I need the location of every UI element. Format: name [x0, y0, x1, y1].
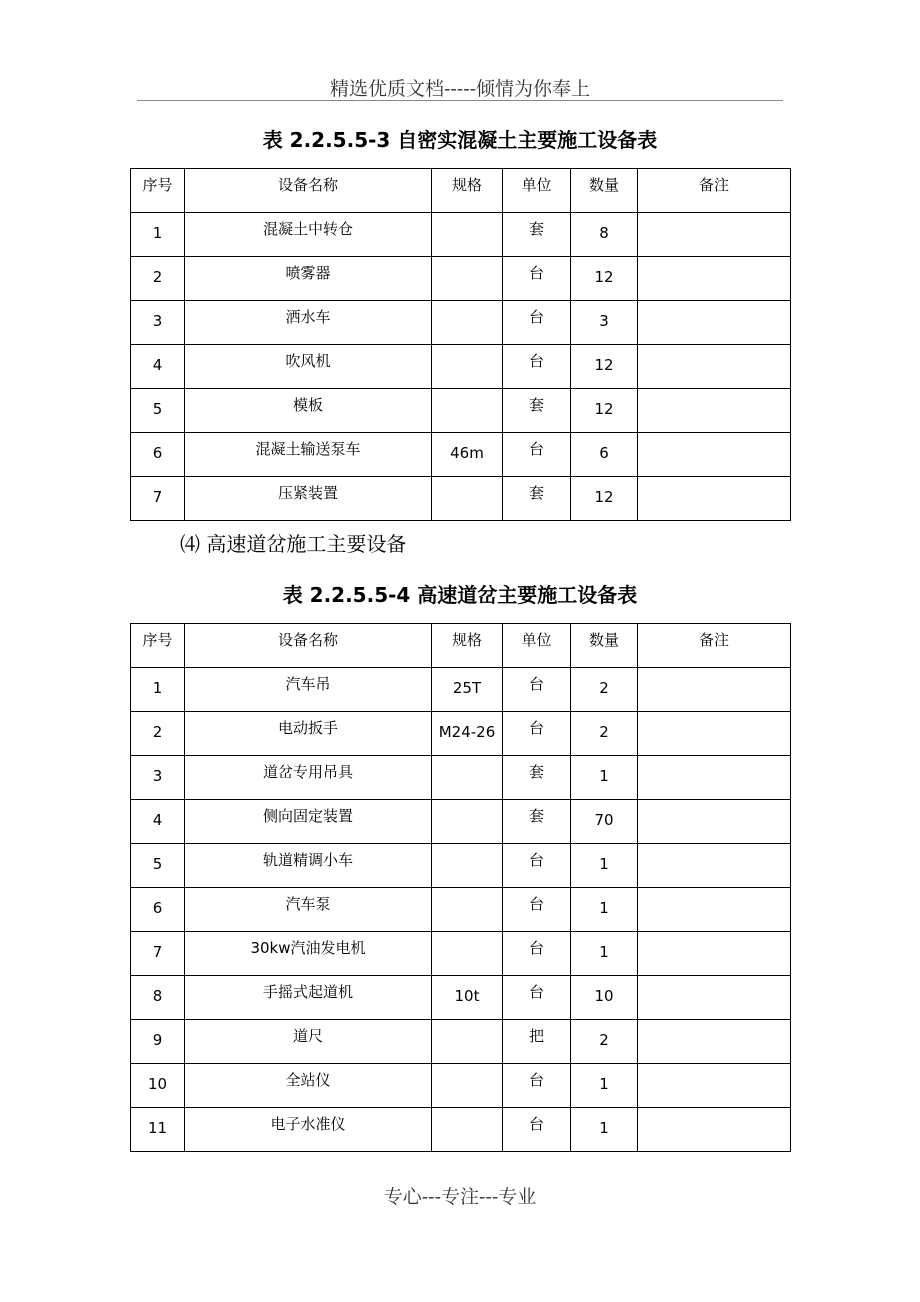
cell-index: 3	[131, 756, 185, 800]
cell-remarks	[638, 1108, 791, 1152]
cell-index: 3	[131, 301, 185, 345]
cell-quantity: 8	[571, 213, 638, 257]
cell-spec	[432, 844, 503, 888]
cell-index: 1	[131, 668, 185, 712]
cell-remarks	[638, 888, 791, 932]
cell-quantity: 12	[571, 477, 638, 521]
cell-unit: 台	[503, 712, 571, 756]
cell-name: 喷雾器	[185, 257, 432, 301]
page-header: 精选优质文档-----倾情为你奉上	[329, 78, 591, 100]
cell-remarks	[638, 433, 791, 477]
cell-remarks	[638, 932, 791, 976]
cell-unit: 套	[503, 477, 571, 521]
cell-spec	[432, 1020, 503, 1064]
cell-name: 电子水准仪	[185, 1108, 432, 1152]
cell-unit: 台	[503, 976, 571, 1020]
cell-unit: 台	[503, 301, 571, 345]
cell-index: 7	[131, 932, 185, 976]
col-header-spec: 规格	[432, 624, 503, 668]
cell-unit: 台	[503, 668, 571, 712]
cell-name: 全站仪	[185, 1064, 432, 1108]
cell-unit: 套	[503, 800, 571, 844]
table-row	[131, 345, 791, 389]
table-row	[131, 1108, 791, 1152]
table2-caption: 表 2.2.5.5-4 高速道岔主要施工设备表	[282, 583, 638, 607]
cell-spec: M24-26	[432, 712, 503, 756]
cell-index: 5	[131, 844, 185, 888]
col-header-remarks: 备注	[638, 624, 791, 668]
cell-spec	[432, 477, 503, 521]
table-row	[131, 1020, 791, 1064]
cell-quantity: 2	[571, 668, 638, 712]
cell-quantity: 12	[571, 345, 638, 389]
cell-unit: 台	[503, 932, 571, 976]
cell-index: 7	[131, 477, 185, 521]
page-footer: 专心---专注---专业	[383, 1186, 537, 1208]
table-row	[131, 888, 791, 932]
col-header-index: 序号	[131, 624, 185, 668]
cell-spec	[432, 932, 503, 976]
table-row	[131, 844, 791, 888]
table-row	[131, 477, 791, 521]
cell-spec	[432, 1064, 503, 1108]
cell-name: 压紧装置	[185, 477, 432, 521]
cell-name: 吹风机	[185, 345, 432, 389]
section-heading-4: ⑷ 高速道岔施工主要设备	[180, 532, 407, 556]
cell-name: 洒水车	[185, 301, 432, 345]
cell-remarks	[638, 1064, 791, 1108]
cell-name: 手摇式起道机	[185, 976, 432, 1020]
table-row	[131, 756, 791, 800]
cell-remarks	[638, 844, 791, 888]
cell-spec	[432, 257, 503, 301]
cell-index: 8	[131, 976, 185, 1020]
col-header-index: 序号	[131, 169, 185, 213]
cell-remarks	[638, 800, 791, 844]
cell-spec	[432, 1108, 503, 1152]
cell-name: 汽车泵	[185, 888, 432, 932]
cell-name: 模板	[185, 389, 432, 433]
cell-unit: 台	[503, 433, 571, 477]
col-header-unit: 单位	[503, 169, 571, 213]
table1-caption: 表 2.2.5.5-3 自密实混凝土主要施工设备表	[262, 128, 658, 152]
cell-unit: 台	[503, 257, 571, 301]
cell-quantity: 1	[571, 1064, 638, 1108]
cell-name: 混凝土输送泵车	[185, 433, 432, 477]
cell-quantity: 12	[571, 389, 638, 433]
table-row	[131, 712, 791, 756]
cell-quantity: 6	[571, 433, 638, 477]
table-header-row	[131, 169, 791, 213]
table-row	[131, 1064, 791, 1108]
cell-spec	[432, 888, 503, 932]
cell-spec	[432, 800, 503, 844]
equipment-table-1	[130, 168, 791, 521]
col-header-unit: 单位	[503, 624, 571, 668]
cell-index: 4	[131, 800, 185, 844]
cell-remarks	[638, 1020, 791, 1064]
cell-quantity: 1	[571, 1108, 638, 1152]
cell-spec	[432, 345, 503, 389]
cell-spec	[432, 389, 503, 433]
col-header-remarks: 备注	[638, 169, 791, 213]
col-header-quantity: 数量	[571, 624, 638, 668]
cell-unit: 套	[503, 389, 571, 433]
cell-index: 6	[131, 888, 185, 932]
cell-spec: 46m	[432, 433, 503, 477]
cell-unit: 台	[503, 345, 571, 389]
cell-quantity: 1	[571, 844, 638, 888]
table-row	[131, 932, 791, 976]
cell-index: 11	[131, 1108, 185, 1152]
cell-remarks	[638, 213, 791, 257]
cell-unit: 套	[503, 213, 571, 257]
cell-unit: 台	[503, 844, 571, 888]
table-row	[131, 213, 791, 257]
cell-quantity: 1	[571, 888, 638, 932]
cell-remarks	[638, 301, 791, 345]
cell-index: 9	[131, 1020, 185, 1064]
cell-unit: 把	[503, 1020, 571, 1064]
cell-spec	[432, 213, 503, 257]
cell-index: 10	[131, 1064, 185, 1108]
cell-remarks	[638, 345, 791, 389]
cell-unit: 台	[503, 1064, 571, 1108]
cell-remarks	[638, 976, 791, 1020]
table-row	[131, 800, 791, 844]
col-header-name: 设备名称	[185, 624, 432, 668]
cell-spec: 25T	[432, 668, 503, 712]
cell-quantity: 1	[571, 932, 638, 976]
cell-unit: 台	[503, 888, 571, 932]
cell-index: 4	[131, 345, 185, 389]
cell-spec	[432, 301, 503, 345]
col-header-quantity: 数量	[571, 169, 638, 213]
col-header-name: 设备名称	[185, 169, 432, 213]
cell-remarks	[638, 668, 791, 712]
cell-name: 侧向固定装置	[185, 800, 432, 844]
cell-name: 道岔专用吊具	[185, 756, 432, 800]
table-row	[131, 257, 791, 301]
cell-remarks	[638, 257, 791, 301]
cell-quantity: 10	[571, 976, 638, 1020]
cell-spec: 10t	[432, 976, 503, 1020]
cell-quantity: 3	[571, 301, 638, 345]
cell-quantity: 1	[571, 756, 638, 800]
cell-spec	[432, 756, 503, 800]
cell-quantity: 12	[571, 257, 638, 301]
equipment-table-2	[130, 623, 791, 1152]
cell-remarks	[638, 756, 791, 800]
table-row	[131, 433, 791, 477]
cell-name: 道尺	[185, 1020, 432, 1064]
cell-name: 混凝土中转仓	[185, 213, 432, 257]
cell-name: 电动扳手	[185, 712, 432, 756]
table-row	[131, 389, 791, 433]
cell-quantity: 2	[571, 1020, 638, 1064]
header-rule	[137, 100, 783, 101]
cell-remarks	[638, 477, 791, 521]
cell-name: 汽车吊	[185, 668, 432, 712]
cell-remarks	[638, 389, 791, 433]
cell-index: 2	[131, 257, 185, 301]
table-row	[131, 668, 791, 712]
table-row	[131, 301, 791, 345]
cell-index: 5	[131, 389, 185, 433]
cell-name: 30kw汽油发电机	[185, 932, 432, 976]
cell-remarks	[638, 712, 791, 756]
cell-unit: 套	[503, 756, 571, 800]
cell-index: 6	[131, 433, 185, 477]
cell-unit: 台	[503, 1108, 571, 1152]
cell-index: 2	[131, 712, 185, 756]
table-row	[131, 976, 791, 1020]
cell-name: 轨道精调小车	[185, 844, 432, 888]
cell-quantity: 2	[571, 712, 638, 756]
col-header-spec: 规格	[432, 169, 503, 213]
table-header-row	[131, 624, 791, 668]
cell-index: 1	[131, 213, 185, 257]
cell-quantity: 70	[571, 800, 638, 844]
